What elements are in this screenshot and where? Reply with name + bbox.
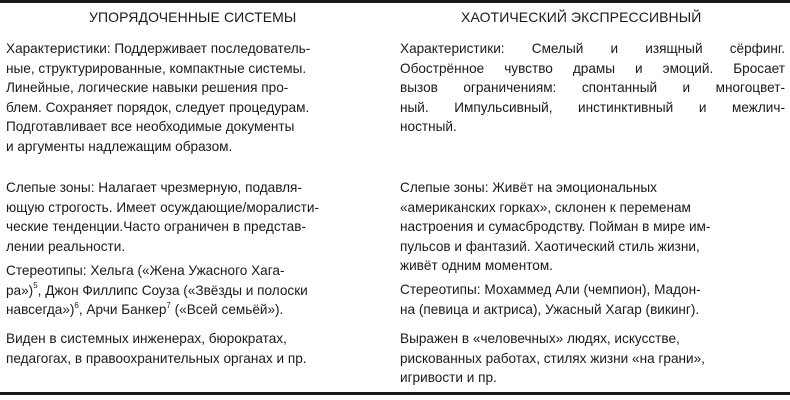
text-line: Стереотипы: Хельга («Жена Ужасного Хага- <box>6 263 285 278</box>
left-blind-spots <box>6 178 358 256</box>
text-line: Линейные, логические навыки решения про- <box>6 80 289 96</box>
right-blind-spots <box>400 178 785 276</box>
right-stereotypes <box>400 280 785 319</box>
text-line: пульсов и фантазий. Хаотический стиль жизни, <box>400 238 700 254</box>
footnote-5: 5 <box>33 281 38 291</box>
text-line: и аргументы надлежащим образом. <box>6 138 233 154</box>
text-line: ра»)$^5$, Джон Филлипс Соуза («Звёзды и полоски <box>6 281 308 298</box>
text-line: настроения и сумасбродству. Пойман в мире им- <box>400 219 711 235</box>
text-line: ные, структурированные, компактные системы. <box>6 60 307 76</box>
text-line: игривости и пр. <box>400 370 497 386</box>
text-line: ющую строгость. Имеет осуждающие/моралисти- <box>6 199 320 215</box>
left-column-heading: УПОРЯДОЧЕННЫЕ СИСТЕМЫ <box>89 9 297 25</box>
text-line: лении реальности. <box>6 238 126 254</box>
left-seen-in <box>6 329 358 368</box>
right-characteristics <box>400 39 785 137</box>
text-line: педагогах, в правоохранительных органах и пр. <box>6 350 307 366</box>
text-line: ностный. <box>400 119 457 135</box>
text-line: живёт одним моментом. <box>400 258 553 274</box>
right-seen-in <box>400 329 785 388</box>
text-line: блем. Сохраняет порядок, следует процедурам. <box>6 99 310 115</box>
text-line: Стереотипы: Мохаммед Али (чемпион), Мадон- <box>400 282 701 297</box>
text-line: Выражен в «человечных» людях, искусстве, <box>400 331 680 346</box>
text-line: рискованных работах, стилях жизни «на грани», <box>400 350 705 366</box>
text-line: на (певица и актриса), Ужасный Хагар (викинг). <box>400 301 700 317</box>
text-line: Характеристики: Поддерживает последователь- <box>6 41 311 56</box>
text-line: Обострённое чувство драмы и эмоций. Бросает <box>400 60 785 76</box>
text-line: ный. Импульсивный, инстинктивный и межлич- <box>400 99 785 115</box>
text-line: вызов ограничениям: спонтанный и многоцвет- <box>400 80 785 96</box>
footnote-6: 6 <box>74 300 79 310</box>
text-line: Характеристики: Смелый и изящный сёрфинг. <box>400 41 785 56</box>
right-column-heading: ХАОТИЧЕСКИЙ ЭКСПРЕССИВНЫЙ <box>461 9 702 25</box>
top-rule <box>0 0 790 3</box>
bottom-rule <box>0 392 790 395</box>
left-characteristics <box>6 39 358 157</box>
left-stereotypes <box>6 261 358 320</box>
footnote-7: 7 <box>166 300 171 310</box>
text-line: ческие тенденции.Часто ограничен в представ- <box>6 219 306 235</box>
text-line: Виден в системных инженерах, бюрократах, <box>6 331 287 346</box>
text-line: Слепые зоны: Живёт на эмоциональных <box>400 180 657 195</box>
text-line: «американских горках», склонен к переменам <box>400 199 691 215</box>
text-line: навсегда»)$^6$, Арчи Банкер$^7$ («Всей семьёй»). <box>6 300 284 318</box>
text-line: Подготавливает все необходимые документы <box>6 119 295 135</box>
text-line: Слепые зоны: Налагает чрезмерную, подавля- <box>6 180 302 195</box>
